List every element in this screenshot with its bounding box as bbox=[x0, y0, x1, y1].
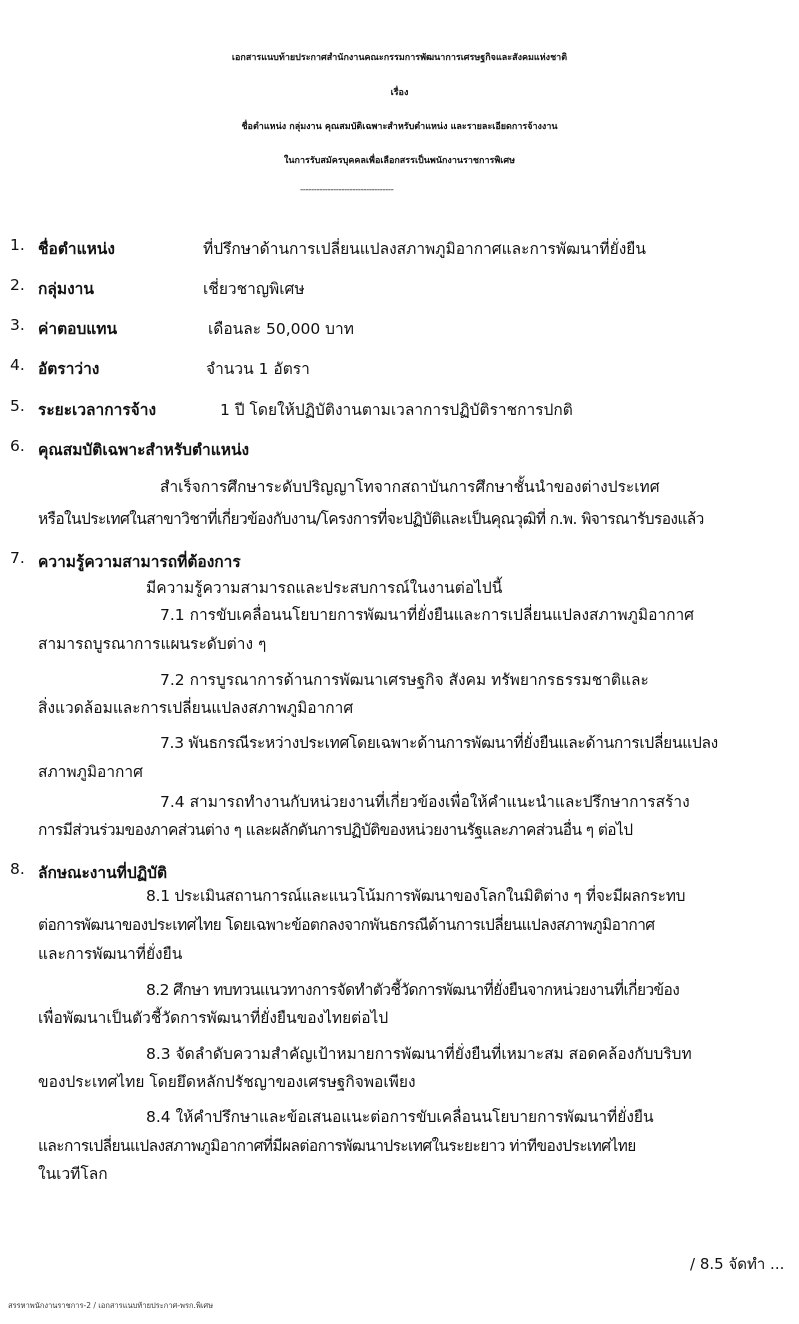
section-6-label: คุณสมบัติเฉพาะสำหรับตำแหน่ง bbox=[38, 441, 250, 459]
item-4-label: อัตราว่าง bbox=[38, 360, 100, 378]
section-7-3-line1: 7.3 พันธกรณีระหว่างประเทศโดยเฉพาะด้านการพัฒนาที่ยั่งยืนและด้านการเปลี่ยนแปลง bbox=[160, 734, 718, 752]
section-7-1-line1: 7.1 การขับเคลื่อนนโยบายการพัฒนาที่ยั่งยืนและการเปลี่ยนแปลงสภาพภูมิอากาศ bbox=[160, 606, 695, 624]
header-separator: ---------------------------------- bbox=[300, 185, 394, 195]
item-5-value: 1 ปี โดยให้ปฏิบัติงานตามเวลาการปฏิบัติราชการปกติ bbox=[220, 401, 573, 419]
section-7-4-line1: 7.4 สามารถทำงานกับหน่วยงานที่เกี่ยวข้องเพื่อให้คำแนะนำและปรึกษาการสร้าง bbox=[160, 793, 690, 811]
item-5-label: ระยะเวลาการจ้าง bbox=[38, 401, 157, 419]
section-8-3-line2: ของประเทศไทย โดยยึดหลักปรัชญาของเศรษฐกิจพอเพียง bbox=[38, 1073, 416, 1091]
item-4-value: จำนวน 1 อัตรา bbox=[206, 360, 310, 378]
file-path-footer: สรรหาพนักงานราชการ-2 / เอกสารแนบท้ายประกาศ-พรก.พิเศษ bbox=[8, 1301, 214, 1310]
section-7-2-line2: สิ่งแวดล้อมและการเปลี่ยนแปลงสภาพภูมิอากาศ bbox=[38, 699, 354, 717]
item-1-number: 1. bbox=[10, 236, 25, 254]
item-4-number: 4. bbox=[10, 356, 25, 374]
item-1-value: ที่ปรึกษาด้านการเปลี่ยนแปลงสภาพภูมิอากาศและการพัฒนาที่ยั่งยืน bbox=[203, 240, 646, 258]
section-7-2-line1: 7.2 การบูรณาการด้านการพัฒนาเศรษฐกิจ สังคม ทรัพยากรธรรมชาติและ bbox=[160, 671, 649, 689]
section-8-1-line1: 8.1 ประเมินสถานการณ์และแนวโน้มการพัฒนาของโลกในมิติต่าง ๆ ที่จะมีผลกระทบ bbox=[146, 887, 686, 905]
item-2-number: 2. bbox=[10, 276, 25, 294]
section-8-4-line1: 8.4 ให้คำปรึกษาและข้อเสนอแนะต่อการขับเคลื่อนนโยบายการพัฒนาที่ยั่งยืน bbox=[146, 1108, 654, 1126]
section-7-intro: มีความรู้ความสามารถและประสบการณ์ในงานต่อไปนี้ bbox=[146, 579, 503, 597]
header-title-line3: ชื่อตำแหน่ง กลุ่มงาน คุณสมบัติเฉพาะสำหรับตำแหน่ง และรายละเอียดการจ้างงาน bbox=[241, 122, 558, 132]
section-8-4-line3: ในเวทีโลก bbox=[38, 1165, 108, 1183]
section-8-1-line3: และการพัฒนาที่ยั่งยืน bbox=[38, 945, 183, 963]
item-3-value: เดือนละ 50,000 บาท bbox=[208, 320, 354, 338]
section-8-number: 8. bbox=[10, 860, 25, 878]
section-7-number: 7. bbox=[10, 549, 25, 567]
item-2-label: กลุ่มงาน bbox=[38, 280, 94, 298]
section-7-1-line2: สามารถบูรณาการแผนระดับต่าง ๆ bbox=[38, 635, 267, 653]
header-subject-label: เรื่อง bbox=[390, 88, 409, 98]
header-title-line1: เอกสารแนบท้ายประกาศสำนักงานคณะกรรมการพัฒนาการเศรษฐกิจและสังคมแห่งชาติ bbox=[231, 53, 568, 63]
section-8-3-line1: 8.3 จัดลำดับความสำคัญเป้าหมายการพัฒนาที่ยั่งยืนที่เหมาะสม สอดคล้องกับบริบท bbox=[146, 1045, 692, 1063]
item-3-number: 3. bbox=[10, 316, 25, 334]
section-8-2-line2: เพื่อพัฒนาเป็นตัวชี้วัดการพัฒนาที่ยั่งยืนของไทยต่อไป bbox=[38, 1009, 389, 1027]
section-7-label: ความรู้ความสามารถที่ต้องการ bbox=[38, 553, 241, 571]
section-7-4-line2: การมีส่วนร่วมของภาคส่วนต่าง ๆ และผลักดันการปฏิบัติของหน่วยงานรัฐและภาคส่วนอื่น ๆ ต่อไป bbox=[38, 821, 633, 839]
section-6-text-line1: สำเร็จการศึกษาระดับปริญญาโทจากสถาบันการศึกษาชั้นนำของต่างประเทศ bbox=[160, 478, 660, 496]
section-8-4-line2: และการเปลี่ยนแปลงสภาพภูมิอากาศที่มีผลต่อการพัฒนาประเทศในระยะยาว ท่าทีของประเทศไทย bbox=[38, 1137, 636, 1155]
item-1-label: ชื่อตำแหน่ง bbox=[38, 240, 115, 258]
section-8-1-line2: ต่อการพัฒนาของประเทศไทย โดยเฉพาะข้อตกลงจากพันธกรณีด้านการเปลี่ยนแปลงสภาพภูมิอากาศ bbox=[38, 916, 655, 934]
item-5-number: 5. bbox=[10, 397, 25, 415]
section-7-3-line2: สภาพภูมิอากาศ bbox=[38, 763, 143, 781]
header-title-line4: ในการรับสมัครบุคคลเพื่อเลือกสรรเป็นพนักงานราชการพิเศษ bbox=[283, 156, 516, 166]
item-2-value: เชี่ยวชาญพิเศษ bbox=[203, 280, 305, 298]
section-8-label: ลักษณะงานที่ปฏิบัติ bbox=[38, 864, 168, 882]
section-6-text-line2: หรือในประเทศในสาขาวิชาที่เกี่ยวข้องกับงาน/โครงการที่จะปฏิบัติและเป็นคุณวุฒิที่ ก.พ. พิจารณารับรองแล้ว bbox=[38, 510, 704, 528]
section-8-2-line1: 8.2 ศึกษา ทบทวนแนวทางการจัดทำตัวชี้วัดการพัฒนาที่ยั่งยืนจากหน่วยงานที่เกี่ยวข้อง bbox=[146, 981, 680, 999]
section-6-number: 6. bbox=[10, 437, 25, 455]
continuation-marker: / 8.5 จัดทำ ... bbox=[690, 1255, 785, 1273]
item-3-label: ค่าตอบแทน bbox=[38, 320, 118, 338]
